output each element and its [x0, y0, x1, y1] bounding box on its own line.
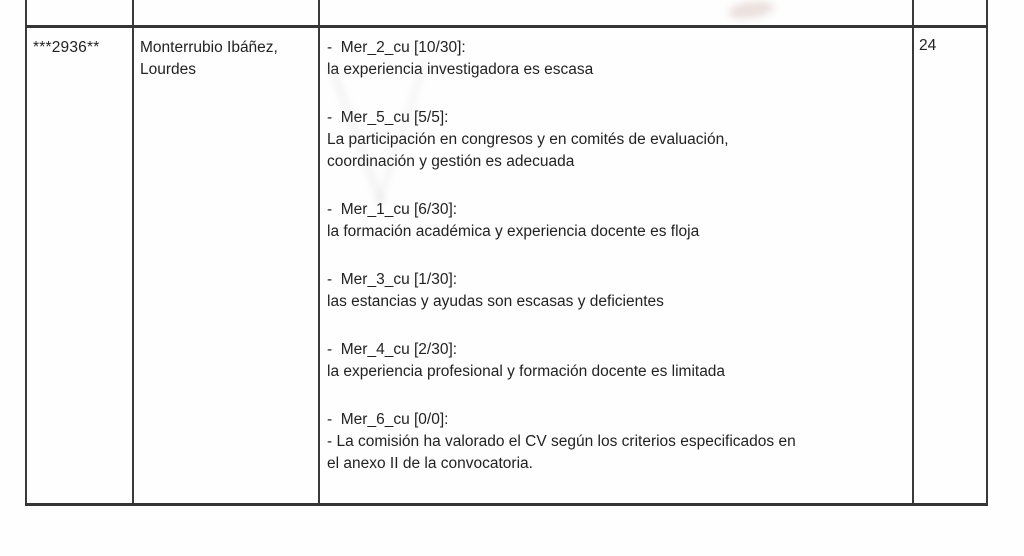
- evaluation-block: [327, 37, 904, 81]
- comment-line: coordinación y gestión es adecuada: [327, 153, 575, 170]
- criterion-line: - Mer_4_cu [2/30]:: [327, 341, 458, 358]
- comment-line: el anexo II de la convocatoria.: [327, 455, 533, 472]
- evaluation-block: [327, 339, 904, 383]
- empty-cell: [914, 0, 988, 25]
- empty-cell: [134, 0, 320, 25]
- evaluation-block: [327, 107, 904, 173]
- comment-line: las estancias y ayudas son escasas y deficientes: [327, 293, 664, 310]
- applicant-id: ***2936**: [33, 39, 100, 56]
- criterion-line: - Mer_6_cu [0/0]:: [327, 411, 449, 428]
- comment-line: la experiencia profesional y formación docente es limitada: [327, 363, 726, 380]
- total-score-cell: [914, 28, 988, 503]
- evaluation-block: [327, 269, 904, 313]
- comment-line: la formación académica y experiencia docente es floja: [327, 223, 700, 240]
- total-score: 24: [919, 37, 937, 54]
- applicant-id-cell: [25, 28, 134, 503]
- criterion-line: - Mer_1_cu [6/30]:: [327, 201, 458, 218]
- empty-cell: [25, 0, 134, 25]
- criterion-line: - Mer_3_cu [1/30]:: [327, 271, 458, 288]
- criterion-line: - Mer_5_cu [5/5]:: [327, 109, 449, 126]
- comment-line: la experiencia investigadora es escasa: [327, 61, 594, 78]
- applicant-name-line: Monterrubio Ibáñez,: [140, 39, 278, 56]
- applicant-name-cell: [134, 28, 320, 503]
- evaluation-table: [25, 0, 988, 506]
- table-row-record: [25, 25, 988, 506]
- evaluation-block: [327, 199, 904, 243]
- empty-cell: [320, 0, 914, 25]
- evaluation-comments-cell: [320, 28, 914, 503]
- applicant-name-line: Lourdes: [140, 61, 197, 78]
- criterion-line: - Mer_2_cu [10/30]:: [327, 39, 466, 56]
- evaluation-block: [327, 409, 904, 475]
- comment-line: La participación en congresos y en comités de evaluación,: [327, 131, 729, 148]
- table-row-partial: [25, 0, 988, 25]
- comment-line: - La comisión ha valorado el CV según los criterios especificados en: [327, 433, 796, 450]
